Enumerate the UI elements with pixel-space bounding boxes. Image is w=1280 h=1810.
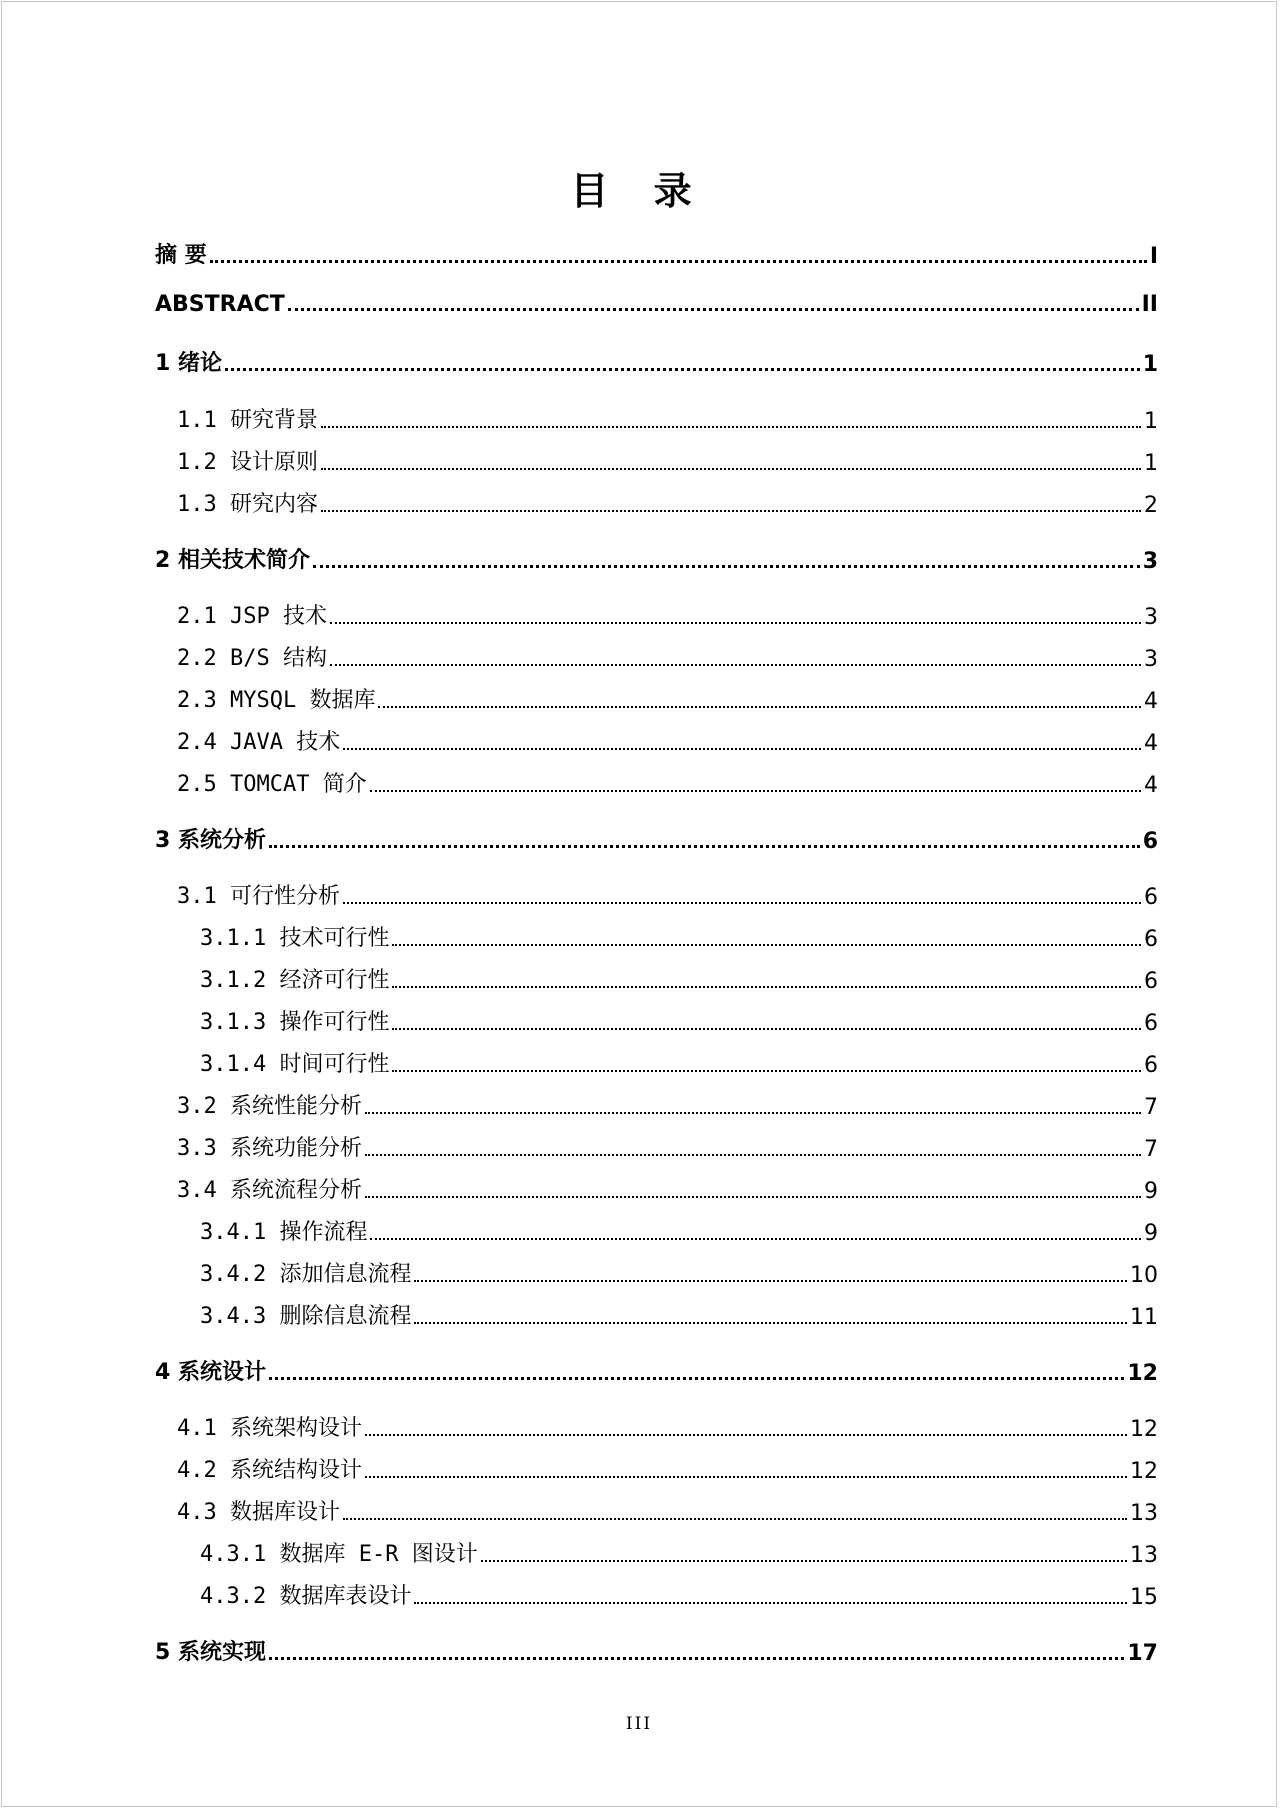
toc-entry-title: 2.3 MYSQL 数据库 <box>177 688 376 713</box>
toc-entry-page: 4 <box>1144 689 1158 714</box>
toc-entry[interactable] <box>200 1047 1158 1078</box>
toc-entry-page: II <box>1141 292 1158 317</box>
toc-entry[interactable] <box>155 238 1158 269</box>
toc-entry-page: 6 <box>1144 969 1158 994</box>
toc-entry[interactable] <box>200 1537 1158 1568</box>
dot-leader <box>481 1560 1127 1562</box>
toc-entry-page: 12 <box>1130 1459 1158 1484</box>
toc-entry[interactable] <box>200 1579 1158 1610</box>
page-title: 目 录 <box>570 169 708 213</box>
dot-leader <box>378 706 1141 708</box>
toc-entry-page: 7 <box>1144 1095 1158 1120</box>
toc-entry[interactable] <box>155 1635 1158 1666</box>
toc-entry-title: 4 系统设计 <box>155 1360 266 1385</box>
dot-leader <box>365 1476 1127 1478</box>
toc-entry[interactable] <box>200 963 1158 994</box>
toc-entry-page: 1 <box>1142 352 1158 377</box>
toc-entry[interactable] <box>155 292 1158 317</box>
page-number: III <box>625 1714 653 1734</box>
dot-leader <box>365 1154 1141 1156</box>
dot-leader <box>330 622 1141 624</box>
toc-entry-page: 4 <box>1144 773 1158 798</box>
toc-entry-page: 1 <box>1144 451 1158 476</box>
toc-entry-title: 3.1.1 技术可行性 <box>200 926 390 951</box>
toc-entry-title: 3.1.4 时间可行性 <box>200 1052 390 1077</box>
toc-entry-title: 1 绪论 <box>155 351 222 376</box>
dot-leader <box>365 1434 1127 1436</box>
toc-entry-title: 4.3 数据库设计 <box>177 1500 340 1525</box>
dot-leader <box>414 1280 1127 1282</box>
dot-leader <box>321 510 1141 512</box>
dot-leader <box>414 1322 1127 1324</box>
toc-entry[interactable] <box>177 767 1158 798</box>
toc-entry-title: 1.2 设计原则 <box>177 450 318 475</box>
toc-entry-title: 1.1 研究背景 <box>177 408 318 433</box>
dot-leader <box>269 845 1140 848</box>
toc-entry[interactable] <box>177 1453 1158 1484</box>
toc-entry-page: 3 <box>1144 647 1158 672</box>
toc-entry-page: 17 <box>1127 1641 1158 1666</box>
dot-leader <box>365 1196 1141 1198</box>
toc-entry[interactable] <box>177 599 1158 630</box>
toc-entry[interactable] <box>200 1299 1158 1330</box>
toc-entry-title: 3.1 可行性分析 <box>177 884 340 909</box>
toc-entry-page: 10 <box>1130 1263 1158 1288</box>
dot-leader <box>321 468 1141 470</box>
toc-entry[interactable] <box>177 445 1158 476</box>
toc-entry-page: 3 <box>1142 549 1158 574</box>
dot-leader <box>392 1028 1141 1030</box>
toc-entry-page: 13 <box>1130 1543 1158 1568</box>
dot-leader <box>210 260 1147 263</box>
toc-entry[interactable] <box>155 346 1158 377</box>
toc-entry-title: 2 相关技术简介 <box>155 548 310 573</box>
toc-entry-page: 12 <box>1130 1417 1158 1442</box>
toc-entry-title: 4.1 系统架构设计 <box>177 1416 362 1441</box>
toc-entry-title: 3.1.3 操作可行性 <box>200 1010 390 1035</box>
toc-entry-page: 1 <box>1144 409 1158 434</box>
toc-entry-title: ABSTRACT <box>155 292 285 317</box>
toc-entry-page: 2 <box>1144 493 1158 518</box>
toc-entry[interactable] <box>177 1411 1158 1442</box>
toc-entry-title: 3 系统分析 <box>155 828 266 853</box>
toc-entry[interactable] <box>177 1131 1158 1162</box>
toc-entry-page: 6 <box>1144 885 1158 910</box>
toc-entry-title: 3.2 系统性能分析 <box>177 1094 362 1119</box>
dot-leader <box>414 1602 1127 1604</box>
toc-entry[interactable] <box>200 1005 1158 1036</box>
toc-entry-page: 6 <box>1144 1053 1158 1078</box>
toc-entry-page: 15 <box>1130 1585 1158 1610</box>
toc-entry[interactable] <box>155 823 1158 854</box>
dot-leader <box>392 986 1141 988</box>
toc-entry[interactable] <box>177 487 1158 518</box>
toc-entry-page: 6 <box>1142 829 1158 854</box>
toc-entry-page: 9 <box>1144 1221 1158 1246</box>
dot-leader <box>269 1377 1124 1380</box>
toc-entry-page: 6 <box>1144 927 1158 952</box>
dot-leader <box>288 308 1139 311</box>
dot-leader <box>225 368 1140 371</box>
toc-entry[interactable] <box>177 1495 1158 1526</box>
toc-entry[interactable] <box>200 1257 1158 1288</box>
toc-entry[interactable] <box>177 683 1158 714</box>
toc-entry-title: 3.4 系统流程分析 <box>177 1178 362 1203</box>
toc-entry-page: 7 <box>1144 1137 1158 1162</box>
toc-entry-title: 3.3 系统功能分析 <box>177 1136 362 1161</box>
toc-entry-page: 9 <box>1144 1179 1158 1204</box>
toc-entry[interactable] <box>177 641 1158 672</box>
toc-entry[interactable] <box>177 879 1158 910</box>
dot-leader <box>343 902 1141 904</box>
toc-entry[interactable] <box>177 725 1158 756</box>
toc-entry-title: 2.1 JSP 技术 <box>177 604 327 629</box>
toc-entry-title: 4.3.1 数据库 E-R 图设计 <box>200 1542 478 1567</box>
dot-leader <box>392 944 1141 946</box>
dot-leader <box>343 748 1141 750</box>
dot-leader <box>392 1070 1141 1072</box>
document-page <box>1 1 1277 1807</box>
toc-entry-page: 12 <box>1127 1361 1158 1386</box>
toc-entry[interactable] <box>177 403 1158 434</box>
toc-entry-title: 1.3 研究内容 <box>177 492 318 517</box>
toc-entry-title: 2.2 B/S 结构 <box>177 646 327 671</box>
dot-leader <box>313 565 1140 568</box>
toc-entry-title: 4.3.2 数据库表设计 <box>200 1584 412 1609</box>
toc-entry[interactable] <box>155 543 1158 574</box>
toc-entry-title: 摘 要 <box>155 243 207 268</box>
toc-entry[interactable] <box>177 1089 1158 1120</box>
toc-entry-title: 2.5 TOMCAT 简介 <box>177 772 367 797</box>
toc-entry-page: I <box>1149 244 1158 269</box>
dot-leader <box>343 1518 1127 1520</box>
toc-entry-page: 6 <box>1144 1011 1158 1036</box>
toc-entry-title: 4.2 系统结构设计 <box>177 1458 362 1483</box>
toc-entry-title: 3.4.2 添加信息流程 <box>200 1262 412 1287</box>
toc-entry-title: 2.4 JAVA 技术 <box>177 730 341 755</box>
dot-leader <box>330 664 1141 666</box>
dot-leader <box>370 790 1141 792</box>
toc-entry-title: 3.4.1 操作流程 <box>200 1220 368 1245</box>
dot-leader <box>269 1657 1124 1660</box>
toc-entry-page: 3 <box>1144 605 1158 630</box>
toc-entry-title: 3.4.3 删除信息流程 <box>200 1304 412 1329</box>
toc-entry[interactable] <box>200 921 1158 952</box>
toc-entry[interactable] <box>155 1355 1158 1386</box>
dot-leader <box>365 1112 1141 1114</box>
toc-entry-page: 4 <box>1144 731 1158 756</box>
toc-entry-page: 13 <box>1130 1501 1158 1526</box>
toc-entry-title: 3.1.2 经济可行性 <box>200 968 390 993</box>
dot-leader <box>321 426 1141 428</box>
dot-leader <box>370 1238 1141 1240</box>
toc-entry-page: 11 <box>1130 1305 1158 1330</box>
toc-entry-title: 5 系统实现 <box>155 1640 266 1665</box>
toc-entry[interactable] <box>177 1173 1158 1204</box>
toc-entry[interactable] <box>200 1215 1158 1246</box>
